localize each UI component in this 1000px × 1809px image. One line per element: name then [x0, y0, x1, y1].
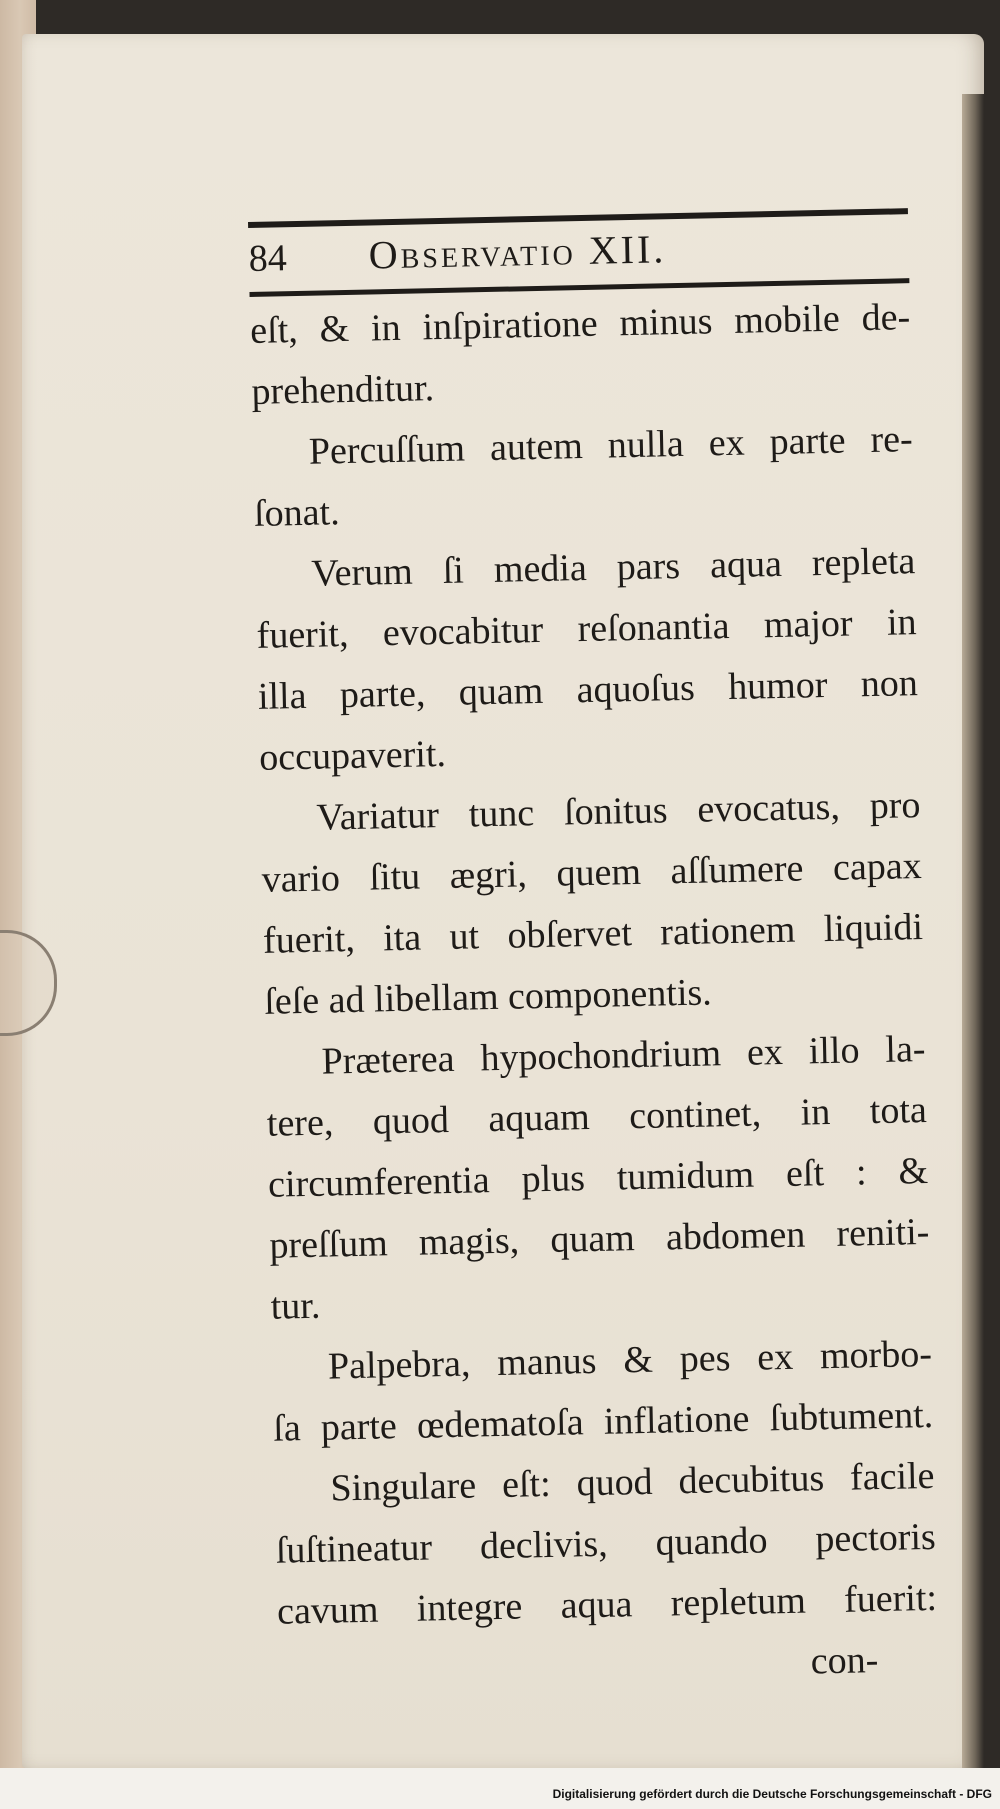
text-line: cavum integre aqua repletum fuerit:	[276, 1576, 938, 1633]
text-line: ſonat.	[253, 491, 341, 535]
text-line: Præterea hypochondrium ex illo la-	[321, 1027, 926, 1083]
text-line: tere, quod aquam continet, in tota	[266, 1088, 928, 1145]
text-line: illa parte, quam aquoſus humor non	[257, 662, 919, 718]
text-line: Singulare eſt: quod decubitus facile	[330, 1454, 935, 1510]
text-line: fuerit, evocabitur reſonantia major in	[256, 601, 917, 657]
text-line: occupaverit.	[258, 732, 447, 779]
text-line: eſt, & in inſpiratione minus mobile de-	[249, 296, 911, 352]
text-line: Percuſſum autem nulla ex parte re-	[308, 418, 914, 473]
footer-strip	[0, 1768, 1000, 1809]
text-line: Palpebra, manus & pes ex morbo-	[327, 1332, 933, 1388]
text-line: tur.	[270, 1284, 321, 1328]
text-block	[248, 208, 939, 1703]
text-line: Variatur tunc ſonitus evocatus, pro	[316, 784, 921, 839]
text-line: ſeſe ad libellam componentis.	[263, 971, 713, 1023]
text-line: fuerit, ita ut obſervet rationem liquidi	[262, 906, 924, 962]
running-head: Observatio XII.	[368, 226, 667, 278]
text-line: prehenditur.	[251, 367, 435, 413]
page-edge	[962, 94, 984, 1794]
text-line: circumferentia plus tumidum eſt : &	[267, 1149, 929, 1206]
text-line: ſa parte œdematoſa inflatione ſubtument.	[272, 1393, 934, 1450]
text-line: Verum ſi media pars aqua repleta	[310, 540, 916, 595]
dfg-credit: Digitalisierung gefördert durch die Deutsche Forschungsgemeinschaft - DFG	[552, 1787, 992, 1801]
page-number: 84	[248, 237, 288, 280]
text-line: vario ſitu ægri, quem aſſumere capax	[261, 845, 923, 901]
text-line: preſſum magis, quam abdomen reniti-	[269, 1210, 930, 1267]
catchword: con-	[810, 1639, 879, 1683]
text-line: ſuſtineatur declivis, quando pectoris	[275, 1515, 937, 1572]
